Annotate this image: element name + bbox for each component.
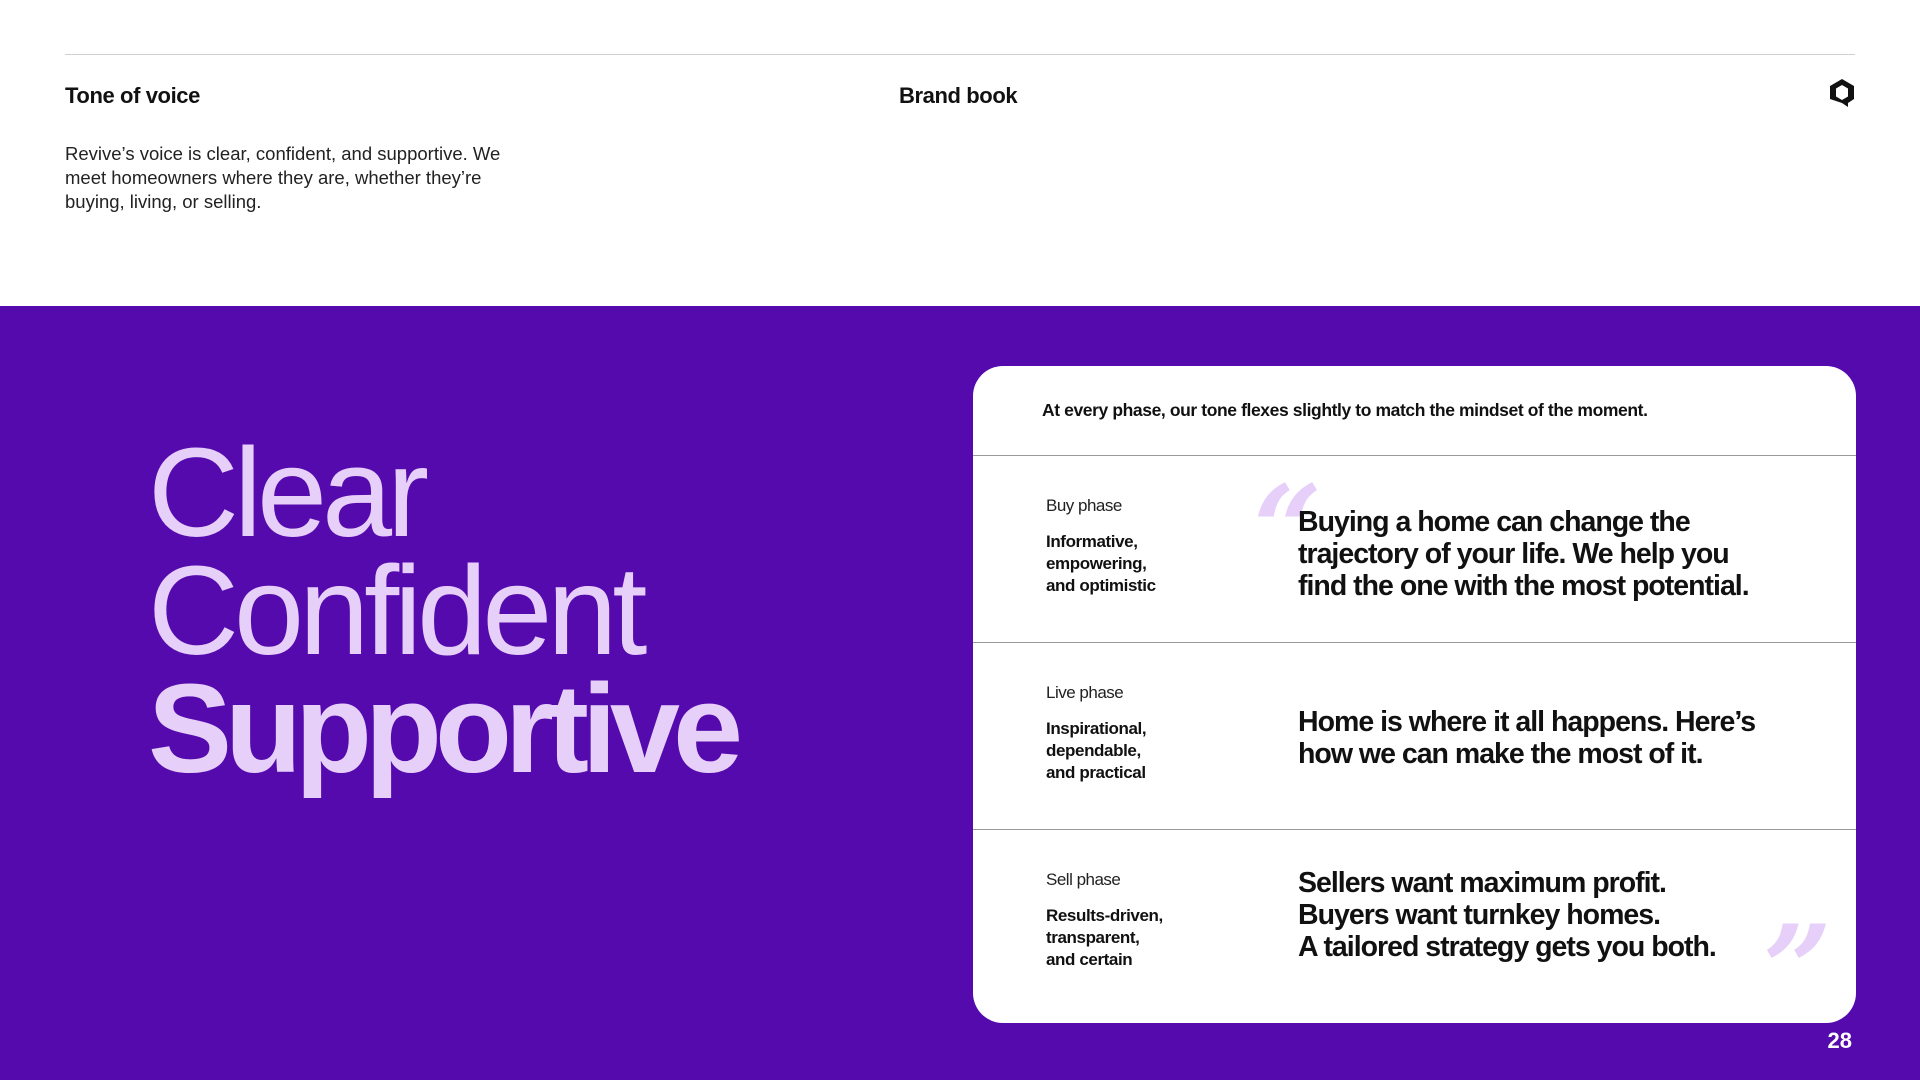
phase-quote: Sellers want maximum profit. Buyers want turnkey homes. A tailored strategy gets you both. xyxy=(1298,867,1716,963)
phase-row-live xyxy=(973,643,1856,830)
phase-traits: Results-driven, transparent, and certain xyxy=(1046,906,1163,969)
phase-row-buy xyxy=(973,456,1856,643)
phase-name: Buy phase xyxy=(1046,496,1122,515)
header-divider xyxy=(65,54,1855,55)
phase-quote: Home is where it all happens. Here’s how we can make the most of it. xyxy=(1298,706,1756,770)
phase-name: Sell phase xyxy=(1046,870,1121,889)
phase-card xyxy=(973,366,1856,1023)
phase-traits: Informative, empowering, and optimistic xyxy=(1046,532,1156,595)
tone-keyword-supportive: Supportive xyxy=(148,658,737,799)
document-title: Brand book xyxy=(899,83,1018,108)
close-quote-icon: ” xyxy=(1763,899,1833,1023)
revive-logo-icon xyxy=(1828,78,1856,108)
phase-traits: Inspirational, dependable, and practical xyxy=(1046,719,1147,782)
open-quote-icon: “ xyxy=(1253,459,1323,600)
tone-keywords xyxy=(148,422,737,799)
phase-row-sell xyxy=(973,830,1856,1023)
phase-name: Live phase xyxy=(1046,683,1124,702)
intro-paragraph: Revive’s voice is clear, confident, and supportive. We meet homeowners where they are, whether they’re buying, living, or selling. xyxy=(65,143,501,212)
tone-keyword-confident: Confident xyxy=(148,540,643,681)
phase-quote: Buying a home can change the trajectory of your life. We help you find the one with the most potential. xyxy=(1298,506,1749,602)
section-title: Tone of voice xyxy=(65,83,200,108)
phase-card-heading: At every phase, our tone flexes slightly to match the mindset of the moment. xyxy=(973,366,1856,456)
page-number: 28 xyxy=(1827,1028,1852,1053)
tone-keyword-clear: Clear xyxy=(148,422,425,563)
